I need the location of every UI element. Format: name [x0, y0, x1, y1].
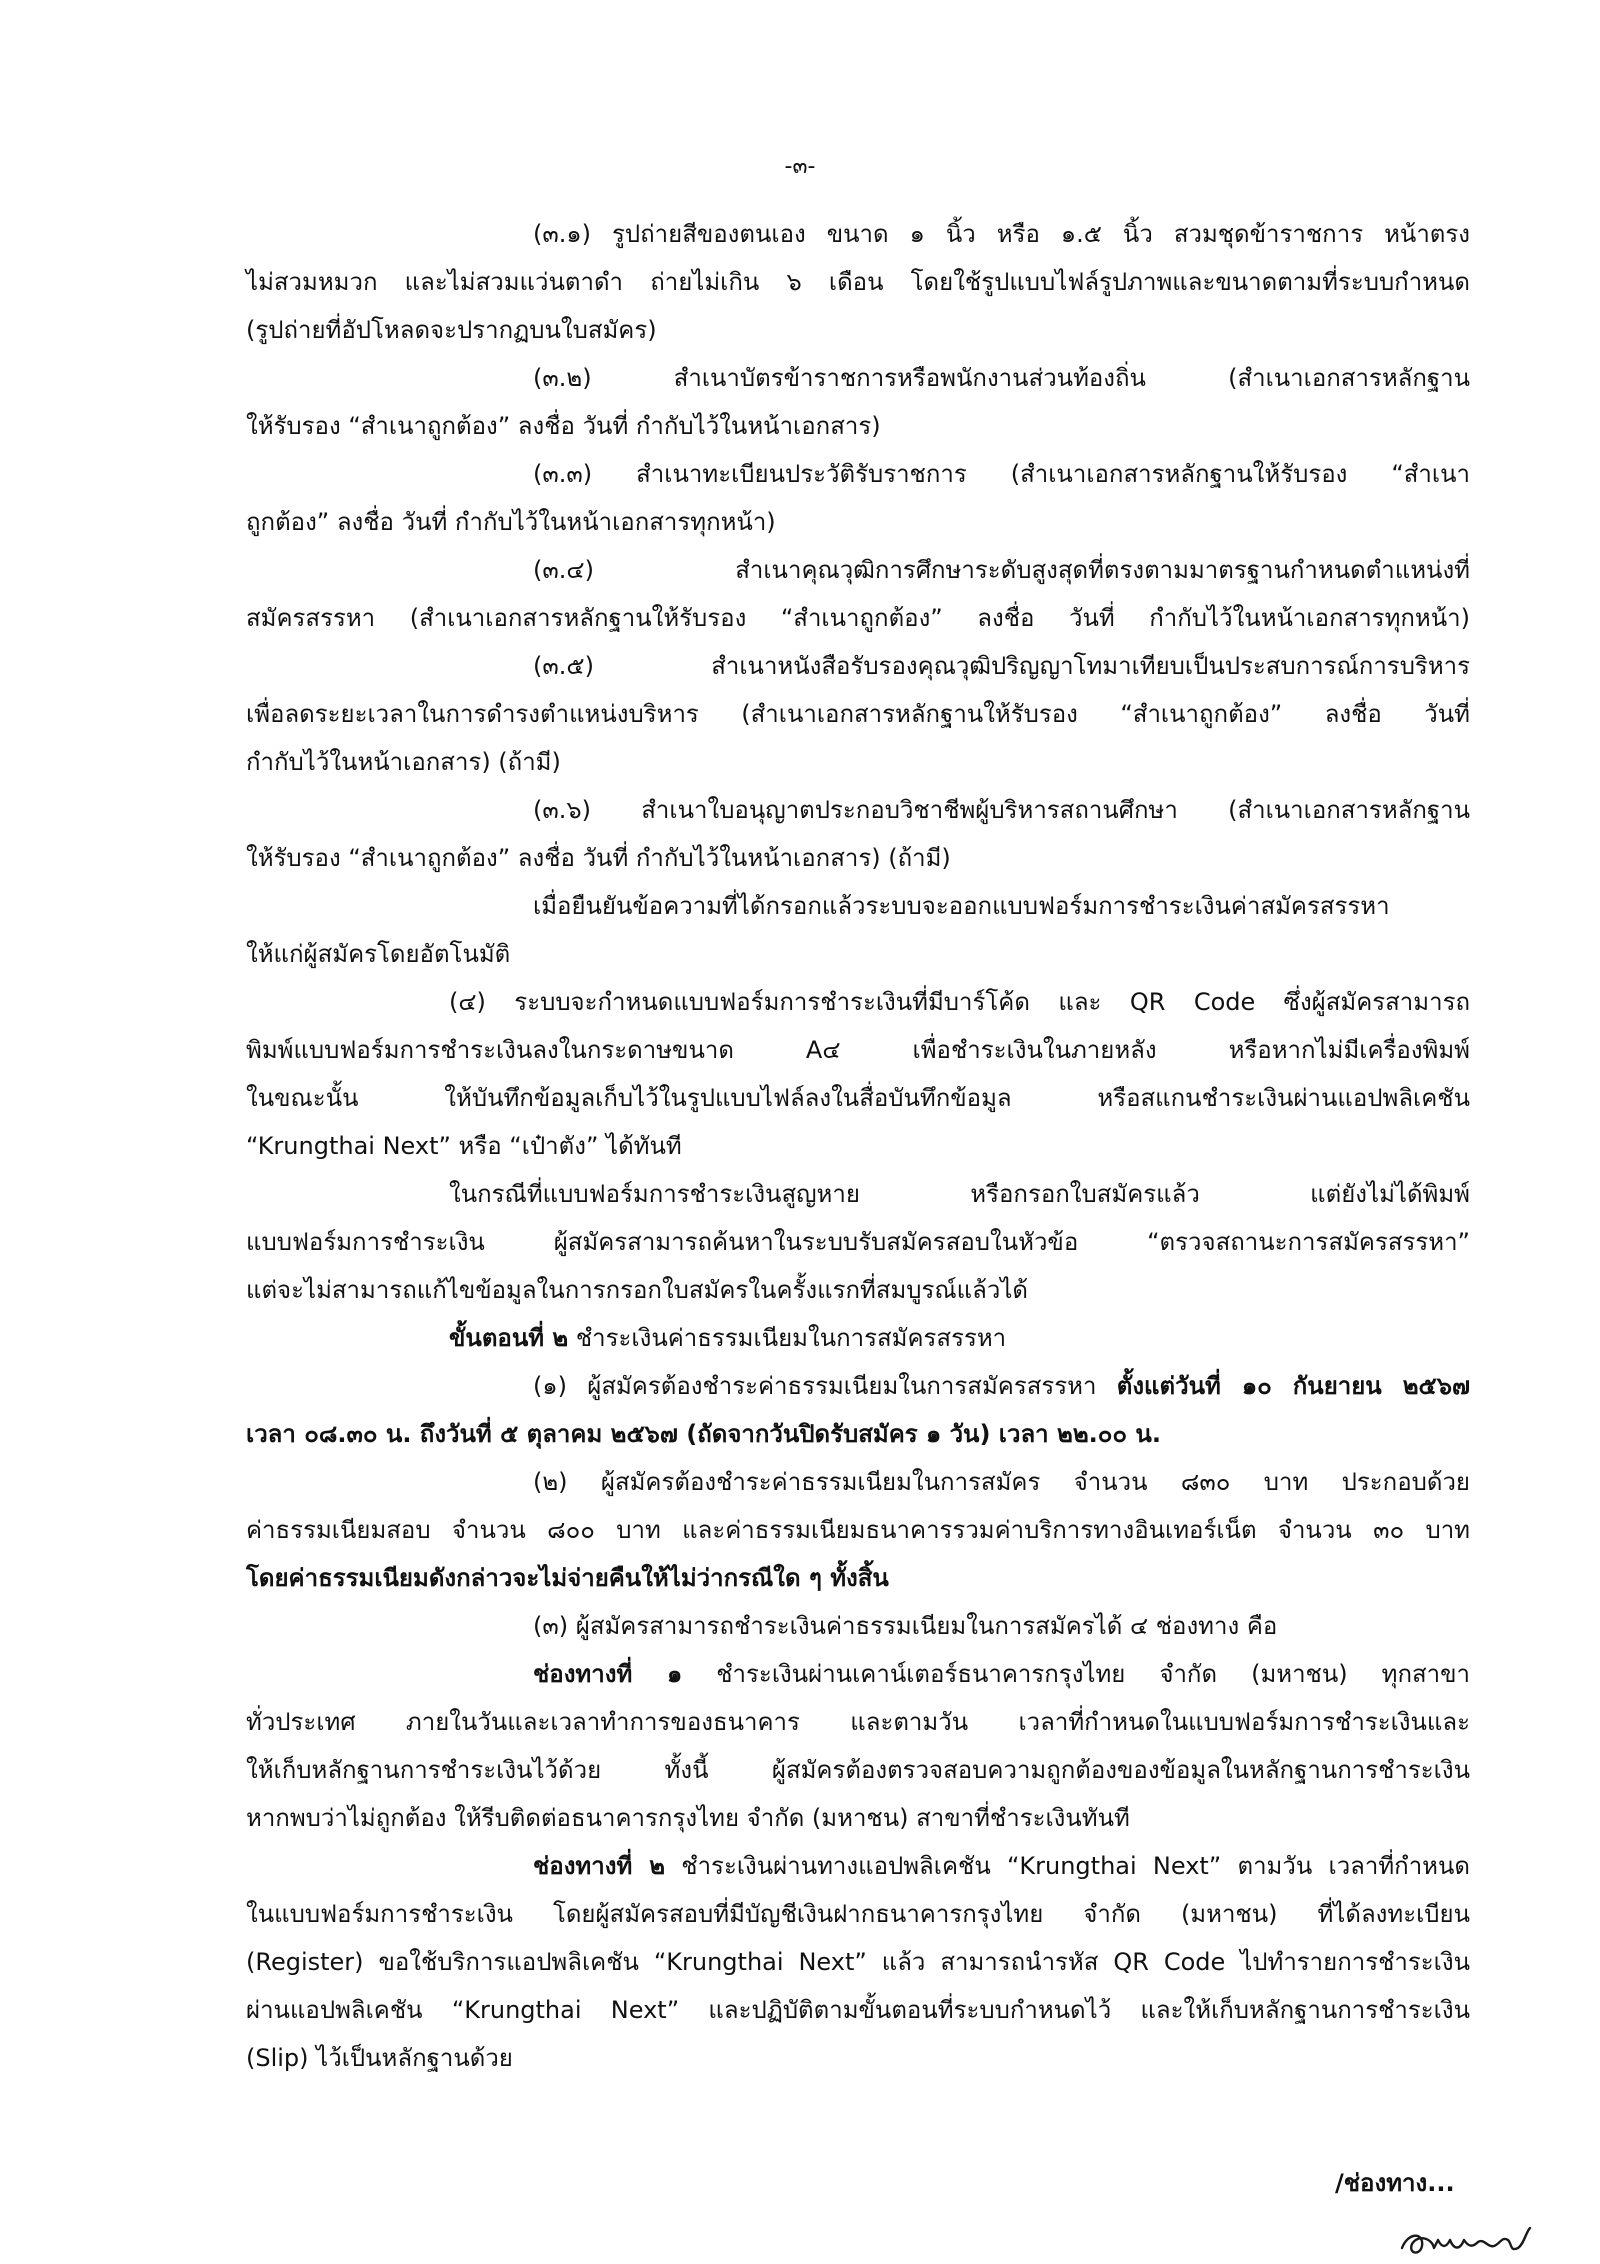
- continuation-footer: /ช่องทาง...: [1335, 2169, 1455, 2197]
- text-line: ให้เก็บหลักฐานการชำระเงินไว้ด้วย ทั้งนี้ ผู้สมัครต้องตรวจสอบความถูกต้องของข้อมูลในหลักฐานการชำระเงิน: [246, 1756, 1470, 1784]
- text-line: แบบฟอร์มการชำระเงิน ผู้สมัครสามารถค้นหาในระบบรับสมัครสอบในหัวข้อ “ตรวจสถานะการสมัครสรรหา”: [246, 1228, 1470, 1256]
- text-line: [533, 1369, 1470, 1403]
- text-line: (๓.๑) รูปถ่ายสีของตนเอง ขนาด ๑ นิ้ว หรือ ๑.๕ นิ้ว สวมชุดข้าราชการ หน้าตรง: [533, 220, 1470, 248]
- step-text: ชำระเงินค่าธรรมเนียมในการสมัครสรรหา: [568, 1324, 1007, 1352]
- channel-text: ชำระเงินผ่านทางแอปพลิเคชัน “Krungthai Next” ตามวัน เวลาที่กำหนด: [665, 1852, 1470, 1880]
- text-line: (๒) ผู้สมัครต้องชำระค่าธรรมเนียมในการสมัคร จำนวน ๘๓๐ บาท ประกอบด้วย: [533, 1468, 1470, 1496]
- channel-text: ชำระเงินผ่านเคาน์เตอร์ธนาคารกรุงไทย จำกัด (มหาชน) ทุกสาขา: [682, 1660, 1470, 1688]
- text-line: ผ่านแอปพลิเคชัน “Krungthai Next” และปฏิบัติตามขั้นตอนที่ระบบกำหนดไว้ และให้เก็บหลักฐานการชำระเงิน: [246, 1996, 1470, 2024]
- text-line: ไม่สวมหมวก และไม่สวมแว่นตาดำ ถ่ายไม่เกิน ๖ เดือน โดยใช้รูปแบบไฟล์รูปภาพและขนาดตามที่ระบบกำหนด: [246, 268, 1470, 296]
- page-number: -๓-: [784, 154, 816, 179]
- text-line: ค่าธรรมเนียมสอบ จำนวน ๘๐๐ บาท และค่าธรรมเนียมธนาคารรวมค่าบริการทางอินเทอร์เน็ต จำนวน ๓๐ บาท: [246, 1516, 1470, 1544]
- text-line: ทั่วประเทศ ภายในวันและเวลาทำการของธนาคาร และตามวัน เวลาที่กำหนดในแบบฟอร์มการชำระเงินและ: [246, 1708, 1470, 1736]
- text-line: เมื่อยืนยันข้อความที่ได้กรอกแล้วระบบจะออกแบบฟอร์มการชำระเงินค่าสมัครสรรหา: [533, 892, 1390, 920]
- text-line: ให้แก่ผู้สมัครโดยอัตโนมัติ: [246, 940, 511, 968]
- text-line: (๓) ผู้สมัครสามารถชำระเงินค่าธรรมเนียมในการสมัครได้ ๔ ช่องทาง คือ: [533, 1612, 1278, 1640]
- step-heading: [449, 1321, 1470, 1355]
- text-line: [533, 1657, 1470, 1691]
- text-line: (รูปถ่ายที่อัปโหลดจะปรากฏบนใบสมัคร): [246, 316, 657, 344]
- text-line: (๓.๔) สำเนาคุณวุฒิการศึกษาระดับสูงสุดที่ตรงตามมาตรฐานกำหนดตำแหน่งที่: [533, 556, 1470, 584]
- step-label: ขั้นตอนที่ ๒: [449, 1324, 569, 1352]
- text-line: เพื่อลดระยะเวลาในการดำรงตำแหน่งบริหาร (สำเนาเอกสารหลักฐานให้รับรอง “สำเนาถูกต้อง” ลงชื่อ วันที่: [246, 700, 1470, 728]
- text-line: ในขณะนั้น ให้บันทึกข้อมูลเก็บไว้ในรูปแบบไฟล์ลงในสื่อบันทึกข้อมูล หรือสแกนชำระเงินผ่านแอปพลิเคชัน: [246, 1084, 1470, 1112]
- text-line-bold: โดยค่าธรรมเนียมดังกล่าวจะไม่จ่ายคืนให้ไม่ว่ากรณีใด ๆ ทั้งสิ้น: [246, 1564, 889, 1592]
- handwritten-signature: [1398, 2226, 1538, 2264]
- text-line: ถูกต้อง” ลงชื่อ วันที่ กำกับไว้ในหน้าเอกสารทุกหน้า): [246, 508, 776, 536]
- text-line: (๓.๒) สำเนาบัตรข้าราชการหรือพนักงานส่วนท้องถิ่น (สำเนาเอกสารหลักฐาน: [533, 364, 1470, 392]
- text-line: (๓.๓) สำเนาทะเบียนประวัติรับราชการ (สำเนาเอกสารหลักฐานให้รับรอง “สำเนา: [533, 460, 1470, 488]
- text-line: (๔) ระบบจะกำหนดแบบฟอร์มการชำระเงินที่มีบาร์โค้ด และ QR Code ซึ่งผู้สมัครสามารถ: [449, 988, 1470, 1016]
- text-line: พิมพ์แบบฟอร์มการชำระเงินลงในกระดาษขนาด A๔ เพื่อชำระเงินในภายหลัง หรือหากไม่มีเครื่องพิมพ์: [246, 1036, 1470, 1064]
- text-line: สมัครสรรหา (สำเนาเอกสารหลักฐานให้รับรอง “สำเนาถูกต้อง” ลงชื่อ วันที่ กำกับไว้ในหน้าเอกสารทุกหน้า): [246, 604, 1470, 632]
- text-line: [533, 1849, 1470, 1883]
- text-line-bold: เวลา ๐๘.๓๐ น. ถึงวันที่ ๕ ตุลาคม ๒๕๖๗ (ถัดจากวันปิดรับสมัคร ๑ วัน) เวลา ๒๒.๐๐ น.: [246, 1420, 1161, 1448]
- bold-date: ตั้งแต่วันที่ ๑๐ กันยายน ๒๕๖๗: [1116, 1372, 1470, 1400]
- text-line: ในกรณีที่แบบฟอร์มการชำระเงินสูญหาย หรือกรอกใบสมัครแล้ว แต่ยังไม่ได้พิมพ์: [449, 1180, 1470, 1208]
- text-line: แต่จะไม่สามารถแก้ไขข้อมูลในการกรอกใบสมัครในครั้งแรกที่สมบูรณ์แล้วได้: [246, 1276, 1028, 1304]
- text-span: (๑) ผู้สมัครต้องชำระค่าธรรมเนียมในการสมัครสรรหา: [533, 1372, 1117, 1400]
- text-line: ในแบบฟอร์มการชำระเงิน โดยผู้สมัครสอบที่มีบัญชีเงินฝากธนาคารกรุงไทย จำกัด (มหาชน) ที่ได้ลงทะเบียน: [246, 1900, 1470, 1928]
- text-line: หากพบว่าไม่ถูกต้อง ให้รีบติดต่อธนาคารกรุงไทย จำกัด (มหาชน) สาขาที่ชำระเงินทันที: [246, 1804, 1130, 1832]
- channel-label: ช่องทางที่ ๒: [533, 1852, 666, 1880]
- text-line: กำกับไว้ในหน้าเอกสาร) (ถ้ามี): [246, 748, 561, 776]
- signature-scribble-icon: [1398, 2226, 1538, 2260]
- text-line: ให้รับรอง “สำเนาถูกต้อง” ลงชื่อ วันที่ กำกับไว้ในหน้าเอกสาร): [246, 412, 881, 440]
- text-line: “Krungthai Next” หรือ “เป๋าตัง” ได้ทันที: [246, 1132, 682, 1160]
- text-line: (๓.๖) สำเนาใบอนุญาตประกอบวิชาชีพผู้บริหารสถานศึกษา (สำเนาเอกสารหลักฐาน: [533, 796, 1470, 824]
- text-line: ให้รับรอง “สำเนาถูกต้อง” ลงชื่อ วันที่ กำกับไว้ในหน้าเอกสาร) (ถ้ามี): [246, 844, 951, 872]
- text-line: (Register) ขอใช้บริการแอปพลิเคชัน “Krungthai Next” แล้ว สามารถนำรหัส QR Code ไปทำรายการชำระเงิน: [246, 1948, 1470, 1976]
- channel-label: ช่องทางที่ ๑: [533, 1660, 683, 1688]
- text-line: (Slip) ไว้เป็นหลักฐานด้วย: [246, 2044, 513, 2072]
- text-line: (๓.๕) สำเนาหนังสือรับรองคุณวุฒิปริญญาโทมาเทียบเป็นประสบการณ์การบริหาร: [533, 652, 1470, 680]
